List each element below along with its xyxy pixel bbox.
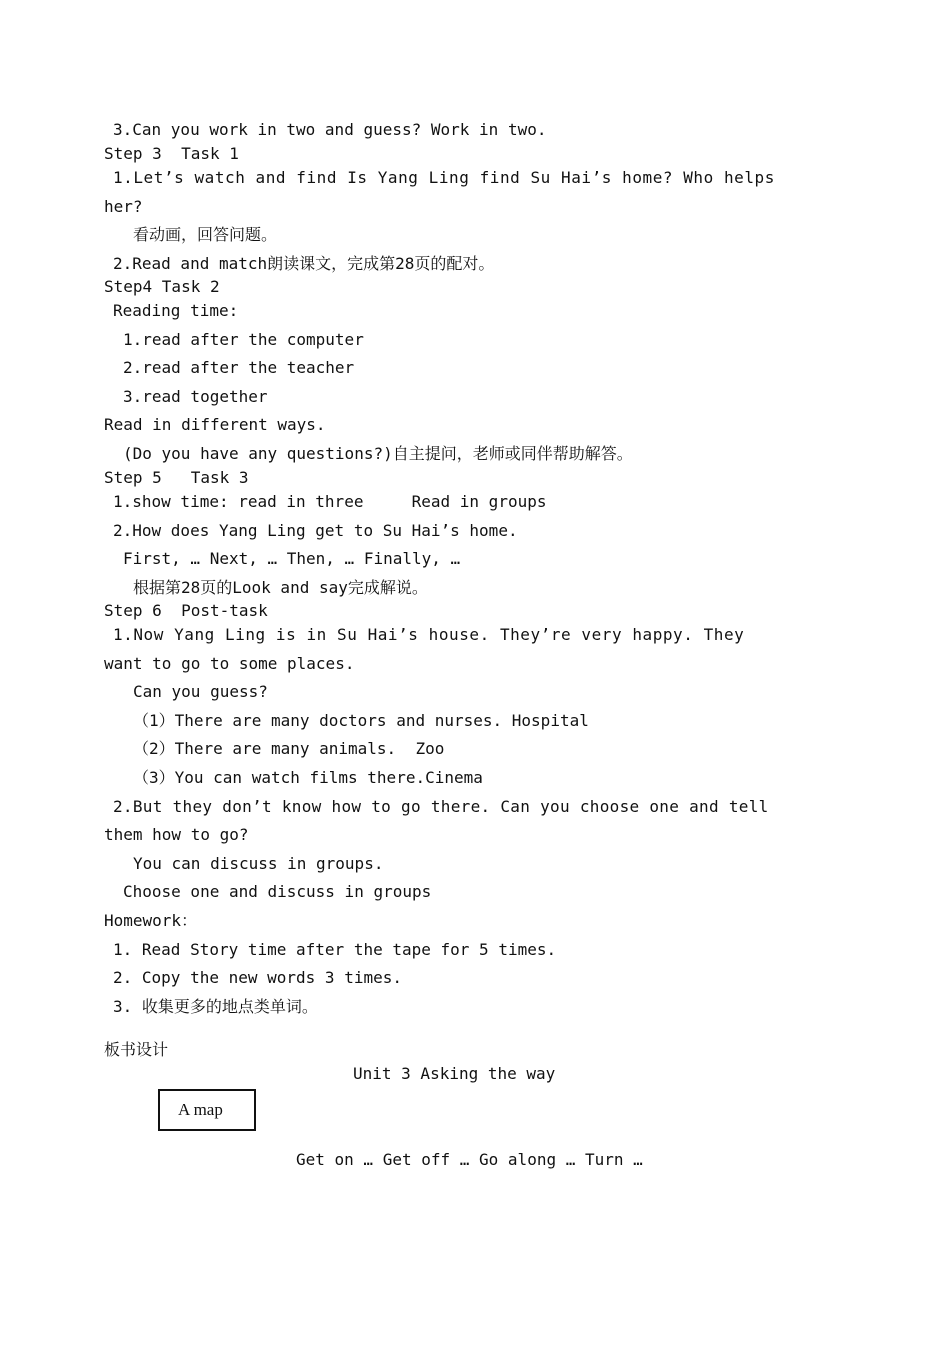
text-line: want to go to some places.: [104, 654, 355, 673]
text-line: 看动画，回答问题。: [133, 225, 278, 244]
homework-heading: Homework：: [104, 911, 198, 930]
text-line: (Do you have any questions?)自主提问，老师或同伴帮助解答。: [123, 444, 633, 463]
text-line: Choose one and discuss in groups: [123, 882, 432, 901]
step-heading: Step4 Task 2: [104, 277, 220, 296]
text-line: 2.How does Yang Ling get to Su Hai’s home.: [113, 521, 518, 540]
text-line: her?: [104, 197, 143, 216]
list-item: 2. Copy the new words 3 times.: [113, 968, 402, 987]
text-line: 1.Now Yang Ling is in Su Hai’s house. They’re very happy. They: [113, 625, 745, 644]
list-item: 1. Read Story time after the tape for 5 times.: [113, 940, 557, 959]
text-line: them how to go?: [104, 825, 249, 844]
list-item: 3. 收集更多的地点类单词。: [113, 997, 318, 1016]
board-phrases: Get on … Get off … Go along … Turn …: [296, 1150, 643, 1169]
list-item: （3）You can watch films there.Cinema: [133, 768, 483, 787]
text-line: 2.But they don’t know how to go there. Can you choose one and tell: [113, 797, 769, 816]
list-item: 2.read after the teacher: [123, 358, 355, 377]
board-title: Unit 3 Asking the way: [353, 1064, 556, 1083]
list-item: （2）There are many animals. Zoo: [133, 739, 445, 758]
step-heading: Step 5 Task 3: [104, 468, 249, 487]
board-heading: 板书设计: [104, 1040, 169, 1059]
map-box: [158, 1089, 256, 1131]
text-line: Read in different ways.: [104, 415, 326, 434]
map-label: A map: [178, 1100, 223, 1119]
text-line: Reading time:: [113, 301, 239, 320]
list-item: （1）There are many doctors and nurses. Hospital: [133, 711, 589, 730]
text-line: 3.Can you work in two and guess? Work in two.: [113, 120, 547, 139]
step-heading: Step 6 Post-task: [104, 601, 268, 620]
text-line: First, … Next, … Then, … Finally, …: [123, 549, 461, 568]
list-item: 3.read together: [123, 387, 268, 406]
text-line: 2.Read and match朗读课文，完成第28页的配对。: [113, 254, 495, 273]
step-heading: Step 3 Task 1: [104, 144, 239, 163]
text-line: 根据第28页的Look and say完成解说。: [133, 578, 428, 597]
text-line: You can discuss in groups.: [133, 854, 384, 873]
text-line: 1.show time: read in three Read in groups: [113, 492, 547, 511]
text-line: Can you guess?: [133, 682, 268, 701]
text-line: 1.Let’s watch and find Is Yang Ling find Su Hai’s home? Who helps: [113, 168, 775, 187]
list-item: 1.read after the computer: [123, 330, 364, 349]
